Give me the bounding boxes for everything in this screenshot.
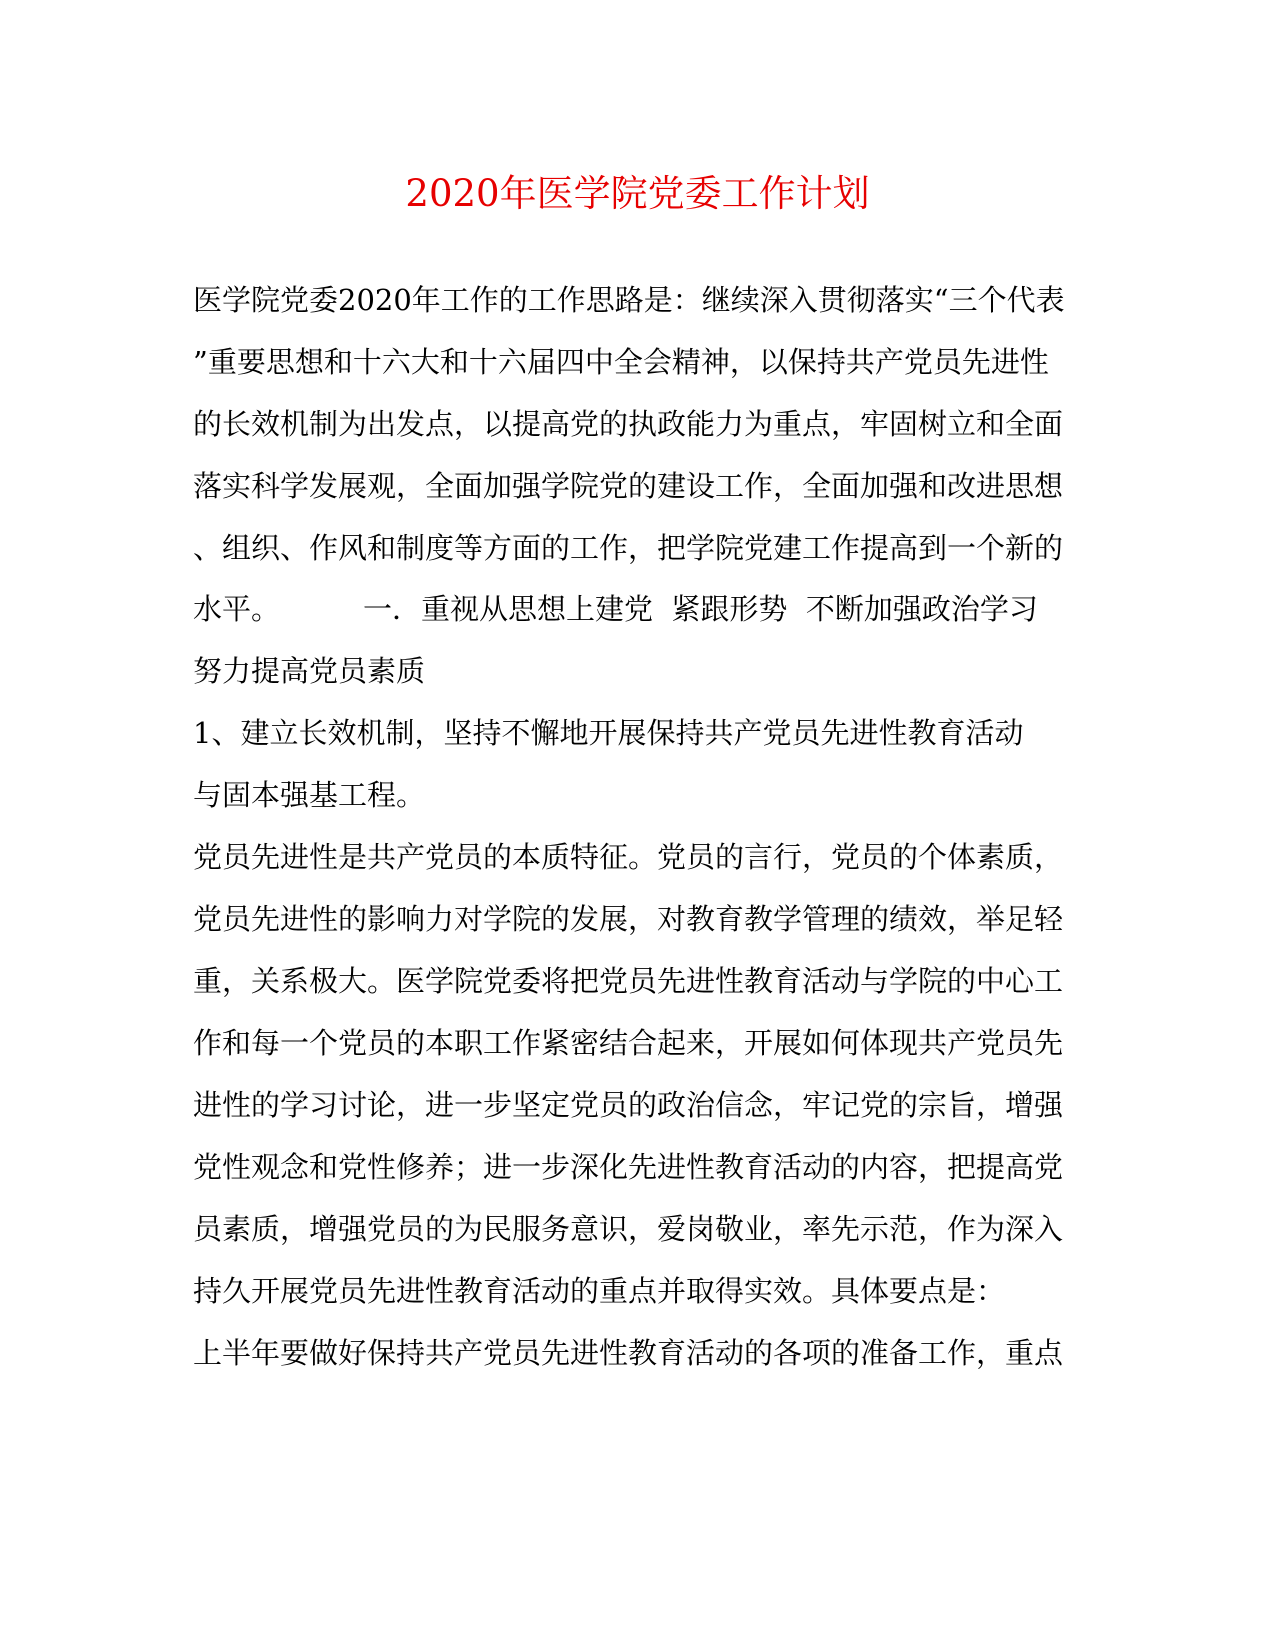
body-line: 员素质，增强党员的为民服务意识，爱岗敬业，率先示范，作为深入 — [193, 1212, 1064, 1246]
body-line: 重，关系极大。医学院党委将把党员先进性教育活动与学院的中心工 — [193, 964, 1064, 998]
body-line: 进性的学习讨论，进一步坚定党员的政治信念，牢记党的宗旨，增强 — [193, 1088, 1064, 1122]
body-line: 党员先进性是共产党员的本质特征。党员的言行，党员的个体素质， — [193, 840, 1064, 874]
body-line: 、组织、作风和制度等方面的工作，把学院党建工作提高到一个新的 — [193, 531, 1064, 565]
body-line: 的长效机制为出发点，以提高党的执政能力为重点，牢固树立和全面 — [193, 407, 1064, 441]
body-line: 党员先进性的影响力对学院的发展，对教育教学管理的绩效，举足轻 — [193, 902, 1064, 936]
body-line: 作和每一个党员的本职工作紧密结合起来，开展如何体现共产党员先 — [193, 1026, 1064, 1060]
body-line: 党性观念和党性修养；进一步深化先进性教育活动的内容，把提高党 — [193, 1150, 1064, 1184]
body-line: ”重要思想和十六大和十六届四中全会精神，以保持共产党员先进性 — [193, 345, 1049, 379]
body-line: 持久开展党员先进性教育活动的重点并取得实效。具体要点是： — [193, 1274, 1006, 1308]
body-line: 上半年要做好保持共产党员先进性教育活动的各项的准备工作，重点 — [193, 1336, 1064, 1370]
subheading-line: 1、建立长效机制，坚持不懈地开展保持共产党员先进性教育活动 — [193, 716, 1024, 750]
section-heading-line: 努力提高党员素质 — [193, 654, 426, 688]
section-heading-line: 水平。 一．重视从思想上建党 紧跟形势 不断加强政治学习 — [193, 592, 1038, 626]
body-line: 落实科学发展观，全面加强学院党的建设工作，全面加强和改进思想 — [193, 469, 1064, 503]
subheading-line: 与固本强基工程。 — [193, 778, 426, 812]
body-line: 医学院党委2020年工作的工作思路是：继续深入贯彻落实“三个代表 — [193, 283, 1065, 317]
document-title: 2020年医学院党委工作计划 — [405, 172, 870, 215]
